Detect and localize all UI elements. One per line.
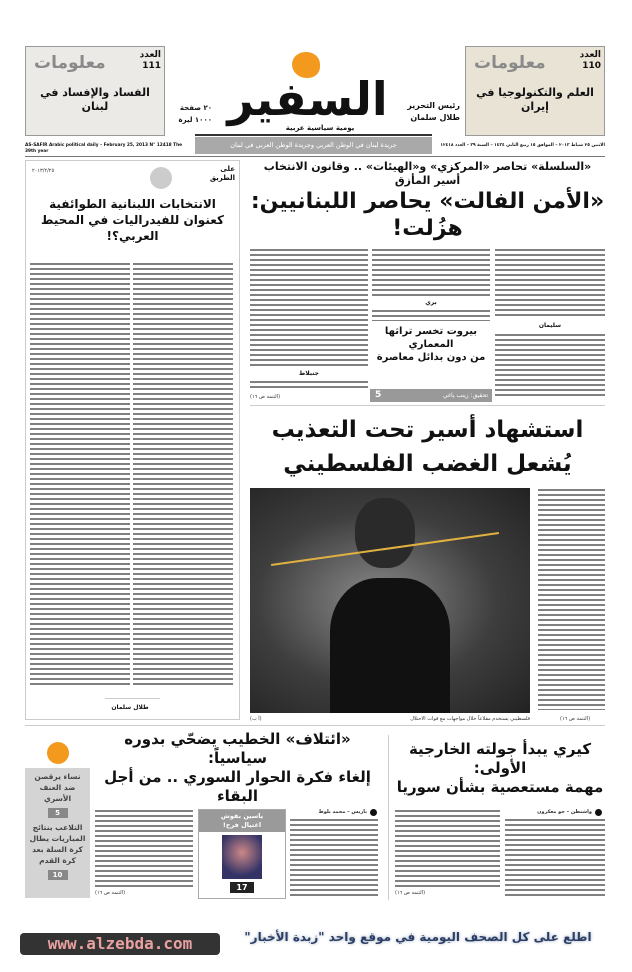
continued-note[interactable]: (التتمة ص ١٦) bbox=[560, 716, 591, 722]
issue-label: العدد bbox=[139, 50, 161, 60]
sidebar-logo-icon bbox=[47, 742, 69, 764]
sidebar-item-title[interactable]: التلاعب بنتائج المباريات يطال كرة السلة بعد كرة القدم bbox=[29, 823, 86, 865]
issue-number: 110 bbox=[582, 61, 601, 71]
continued-note[interactable]: (التتمة ص ١٦) bbox=[95, 890, 126, 896]
kerry-headline: مهمة مستعصية بشأن سوريا bbox=[396, 777, 604, 796]
subhead: بري bbox=[425, 299, 437, 306]
page-count: ٢٠ صفحة bbox=[179, 104, 212, 112]
editor-label: رئيس التحرير bbox=[407, 101, 460, 110]
obit-name: ياسين بقوش bbox=[220, 812, 264, 820]
page-number: 17 bbox=[230, 882, 254, 893]
issue-number: 111 bbox=[142, 61, 161, 71]
coalition-headline: «ائتلاف» الخطيب يضحّي بدوره سياسياً: bbox=[124, 730, 351, 767]
coalition-byline: باريس – محمد بلوط bbox=[318, 809, 367, 815]
promo-brand: معلومات bbox=[474, 53, 546, 73]
sidebar-item-title[interactable]: نساء يرقصن ضد العنف الأسري bbox=[34, 772, 81, 803]
issue-label: العدد bbox=[579, 50, 601, 60]
column-title: كعنوان للفيدراليات في المحيط العربي؟! bbox=[41, 213, 224, 243]
coalition-headline: إلغاء فكرة الحوار السوري .. من أجل البقاء bbox=[104, 768, 371, 805]
kerry-headline: كيري يبدأ جولته الخارجية الأولى: bbox=[408, 739, 592, 777]
promo-title: العلم والتكنولوجيا في إيران bbox=[476, 86, 594, 113]
continued-note[interactable]: (التتمة ص ١٦) bbox=[395, 890, 426, 896]
promo-banner-url[interactable]: www.alzebda.com bbox=[20, 933, 220, 955]
masthead-rule bbox=[195, 134, 432, 136]
promo-brand: معلومات bbox=[34, 53, 106, 73]
kerry-byline: واشنطن – جو معكرون bbox=[537, 809, 592, 815]
subhead: جنبلاط bbox=[298, 370, 319, 377]
obit-title: اغتيال فرح! bbox=[222, 821, 262, 829]
column-logo-icon bbox=[150, 167, 172, 189]
editor-name: طلال سلمان bbox=[410, 113, 460, 122]
column-name: على bbox=[220, 165, 235, 173]
price: ١٠٠٠ ليرة bbox=[178, 116, 212, 124]
photo-caption: فلسطيني يستخدم مقلاعاً خلال مواجهات مع قوات الاحتلال bbox=[410, 716, 530, 722]
palestine-headline: استشهاد أسير تحت التعذيب bbox=[271, 417, 584, 443]
promo-title: الفساد والإفساد في لبنان bbox=[40, 86, 150, 113]
obit-portrait bbox=[222, 835, 262, 879]
obit-box[interactable] bbox=[198, 809, 286, 899]
photo-credit: (أ ب) bbox=[250, 716, 262, 722]
feature-box[interactable] bbox=[370, 325, 492, 402]
column-title: الانتخابات اللبنانية الطوائفية bbox=[49, 197, 216, 211]
feature-title: بيروت تخسر تراثها المعماري bbox=[384, 326, 478, 350]
masthead-logo: السفير bbox=[227, 72, 388, 126]
promo-banner-text: اطلع على كل الصحف اليومية في موقع واحد "زبدة الأخبار" bbox=[244, 930, 592, 944]
continued-note[interactable]: (التتمة ص ١٦) bbox=[250, 394, 281, 400]
dateline-en: AS-SAFIR Arabic political daily – February 25, 2013 N° 12418 The 39th year bbox=[25, 143, 183, 154]
page-number: 5 bbox=[48, 808, 68, 818]
promo-issue-111[interactable] bbox=[25, 46, 165, 136]
column-name: الطريق bbox=[209, 174, 235, 182]
palestine-headline: يُشعل الغضب الفلسطيني bbox=[283, 451, 572, 477]
lead-headline: «الأمن الفالت» يحاصر اللبنانيين: هزُلت! bbox=[250, 189, 605, 241]
page-number: 5 bbox=[375, 390, 382, 400]
byline-bullet-icon bbox=[370, 809, 377, 816]
feature-byline: تحقيق: زينب ياغي bbox=[442, 392, 488, 399]
column-date: ٢٠١٣/٢/٢٥ bbox=[32, 168, 55, 174]
promo-issue-110[interactable] bbox=[465, 46, 605, 136]
dateline-ar: الاثنين ٢٥ شباط ٢٠١٣ – الموافق ١٥ ربيع الثاني ١٤٣٤ – السنة ٣٩ – العدد ١٢٤١٨ bbox=[440, 143, 605, 148]
subhead: سليمان bbox=[538, 322, 562, 329]
news-photo-slingshot[interactable] bbox=[250, 488, 530, 713]
lead-kicker: «السلسلة» تحاصر «المركزي» و«الهيئات» .. وقانون الانتخاب أسير المأزق bbox=[263, 160, 592, 187]
byline-bullet-icon bbox=[595, 809, 602, 816]
sidebar bbox=[25, 768, 90, 898]
masthead-tagline: يومية سياسية عربية bbox=[285, 124, 355, 132]
column-author: طلال سلمان bbox=[111, 704, 149, 711]
slogan-banner: جريدة لبنان في الوطن العربي وجريدة الوطن العربي في لبنان bbox=[195, 137, 432, 154]
page-number: 10 bbox=[48, 870, 68, 880]
feature-title: من دون بدائل معاصرة bbox=[376, 352, 486, 363]
